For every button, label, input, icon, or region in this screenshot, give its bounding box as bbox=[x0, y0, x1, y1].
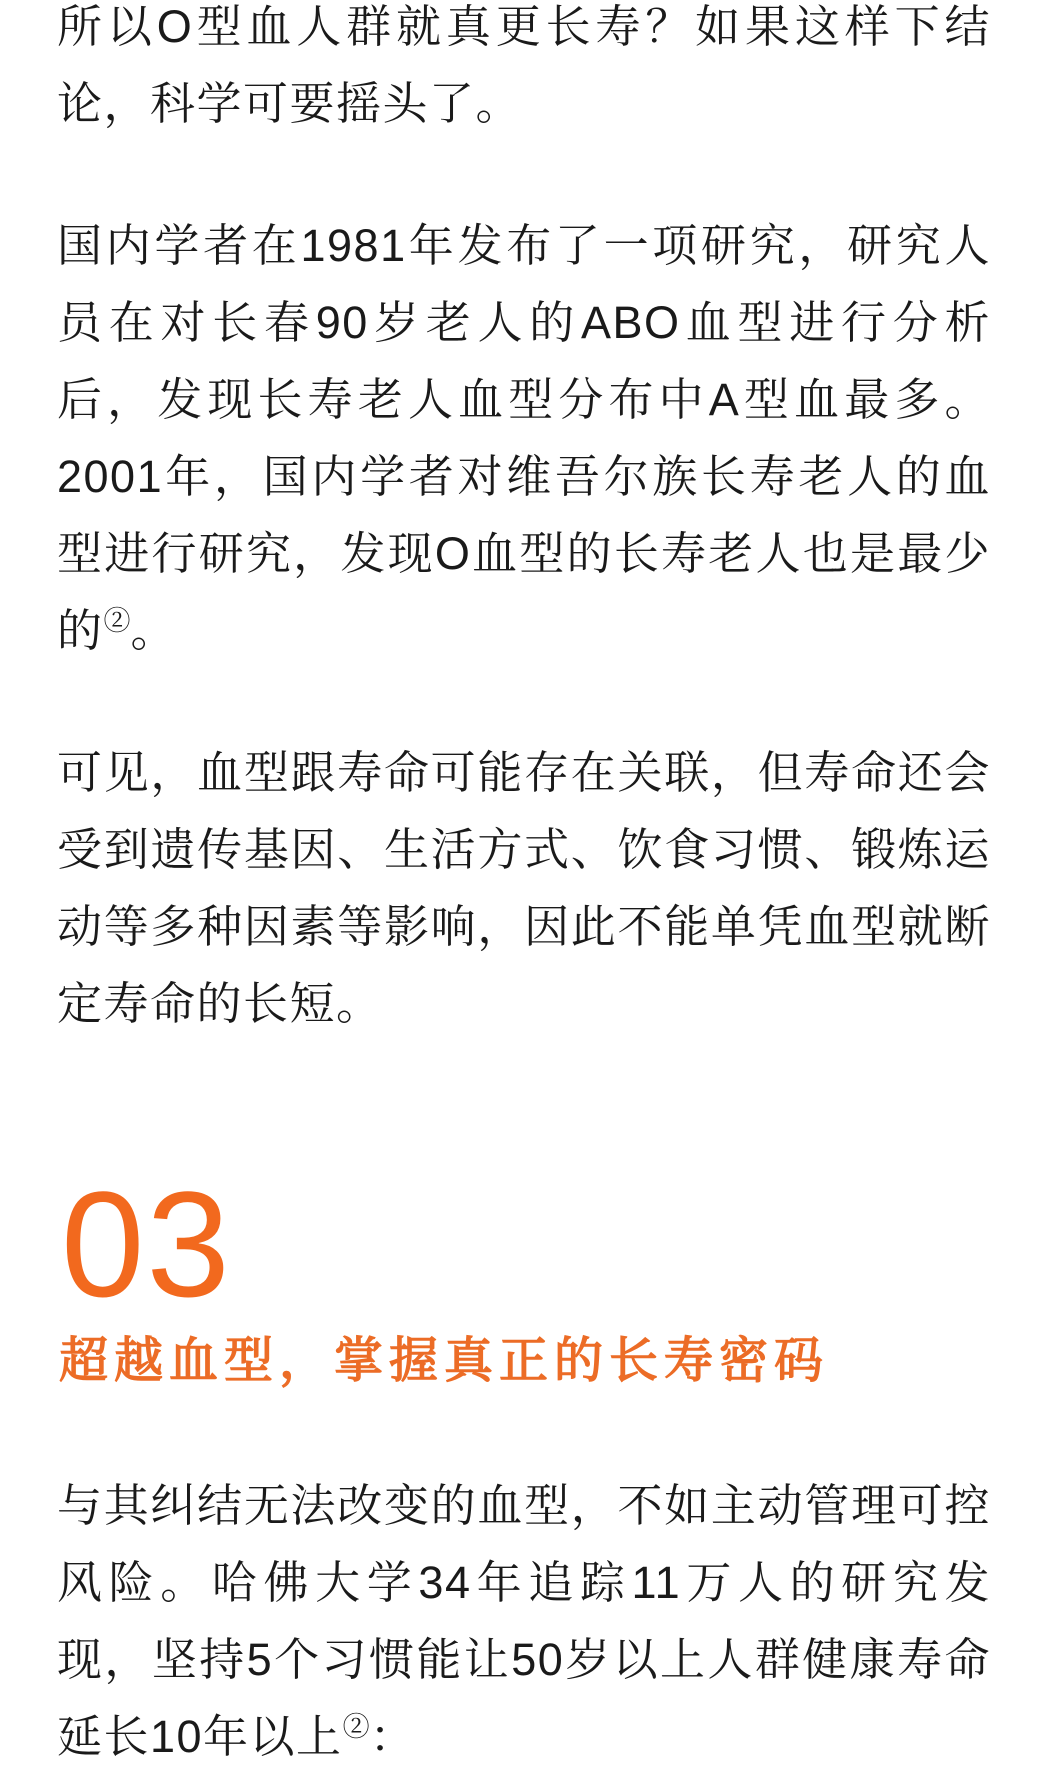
reference-2-superscript: ② bbox=[342, 1712, 370, 1742]
section-heading: 超越血型，掌握真正的长寿密码 bbox=[59, 1334, 830, 1388]
paragraph-text-end: ： bbox=[369, 1711, 417, 1762]
paragraph-text: 所以O型血人群就真更长寿？如果这样下结论，科学可要摇头了。 bbox=[57, 1, 991, 129]
section-number: 03 bbox=[61, 1160, 232, 1328]
paragraph-text: 与其纠结无法改变的血型，不如主动管理可控风险。哈佛大学34年追踪11万人的研究发现，坚持5个习惯能让50岁以上人群健康寿命延长10年以上 bbox=[57, 1480, 991, 1762]
paragraph-lifespan-factors bbox=[57, 734, 991, 1042]
paragraph-harvard-study bbox=[57, 1467, 991, 1775]
paragraph-text: 国内学者在1981年发布了一项研究，研究人员在对长春90岁老人的ABO血型进行分析后，发现长寿老人血型分布中A型血最多。2001年，国内学者对维吾尔族长寿老人的血型进行研究，发现O血型的长寿老人也是最少的 bbox=[57, 220, 991, 656]
paragraph-text: 可见，血型跟寿命可能存在关联，但寿命还会受到遗传基因、生活方式、饮食习惯、锻炼运动等多种因素等影响，因此不能单凭血型就断定寿命的长短。 bbox=[57, 747, 991, 1029]
paragraph-text-end: 。 bbox=[130, 605, 178, 656]
reference-2-superscript: ② bbox=[103, 606, 131, 636]
paragraph-domestic-studies bbox=[57, 207, 991, 669]
paragraph-blood-type-conclusion bbox=[57, 0, 991, 142]
